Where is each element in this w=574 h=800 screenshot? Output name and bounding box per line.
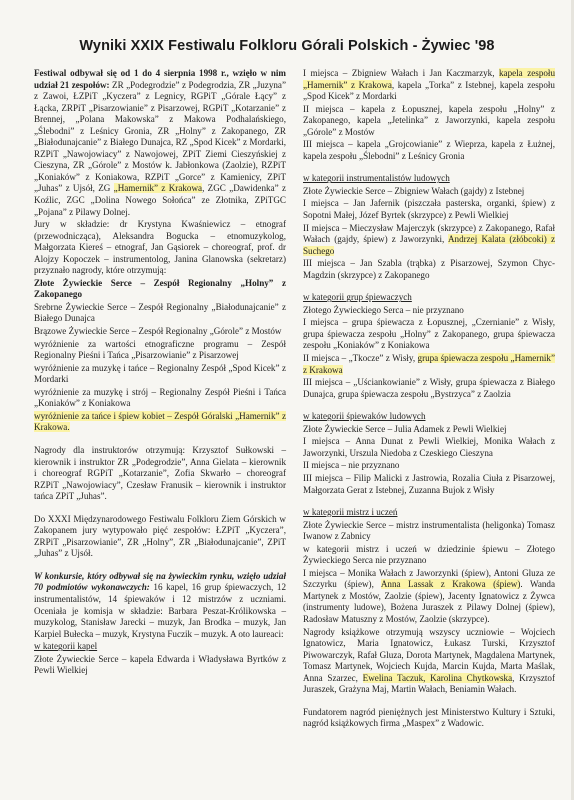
spiew-second-place: II miejsca – nie przyznano xyxy=(303,460,400,471)
mistrz-1-end: . Wanda Martynek z Mostów, Zaolzie (śpiew), Jacenty Ignatowicz z Żywca (instrumenty ludowe), Bożena Juraszek z Pilawy Dolnej (śpiew), Radosław Matuszny z Mostów, Zaolzie (skrzypce). xyxy=(303,579,556,624)
instr-gold: Złote Żywieckie Serce – Zbigniew Wałach (gajdy) z Istebnej xyxy=(303,185,525,196)
award-line: wyróżnienie za wartości etnograficzne programu – Zespół Regionalny Pieśni i Tańca „Pisarzowianie” z Pisarzowej xyxy=(34,338,286,361)
category-kapel: w kategorii kapel xyxy=(34,641,98,652)
instr-first-place: I miejsca – Jan Jafernik (piszczała pasterska, organki, śpiew) z Sopotni Małej, Józef Byrtek (skrzypce) z Pewli Wielkiej xyxy=(303,198,555,221)
mistrz-gold: Złote Żywieckie Serce – mistrz instrumentalista (heligonka) Tomasz Iwanow z Zabnicy xyxy=(303,519,555,542)
award-line: wyróżnienie za muzykę i tańce – Regionalny Zespół „Spod Kicek” z Mordarki xyxy=(34,362,286,385)
sponsors-paragraph: Fundatorem nagród pieniężnych jest Ministerstwo Kultury i Sztuki, nagród książkowych firma „Maspex” z Wadowic. xyxy=(303,706,555,729)
grup-2-highlight: grupa śpiewacza zespołu „Hamernik” z Krakowa xyxy=(303,353,555,375)
instr-second-place xyxy=(303,223,555,258)
instr-2-text: II miejsca – Mieczysław Majerczyk (skrzypce) z Zakopanego, Rafał Wałach (gajdy, śpiew) z Jaworzynki, xyxy=(303,222,555,245)
intro-text: ZR „Podegrodzie” z Podegrodzia, ZR „Juzyna” z Zawoi, ŁZPiT „Kyczera” z Legnicy, RGPiT „Górale Łący” z Łącka, ZRPiT „Pisarzowianie” z Pisarzowej, RGPiT „Kotarzanie” z Brennej, „Polana Makowska” z Makowa Podhalańskiego, „Ślebodni” z Leśnicy Gronia, ZR „Holny” z Zakopanego, ZR „Białodunajcanie” z Białego Dunajca, RZ „Spod Kicek” z Mordarki, RZPiT „Nawojowiacy” z Nawojowej, ZPiT Ziemi Cieszyńskiej z Cieszyna, ZR „Górole” z Mostów k. Jabłonkowa (Zaolzie), RZPiT „Koniaków” z Koniakowa, RZPiT „Gorce” z Kamienicy, ZPiT „Juhas” z Ujsół, ZG xyxy=(34,79,287,194)
category-groups: w kategorii grup śpiewaczych xyxy=(303,292,412,303)
kapel-gold: Złote Żywieckie Serce – kapela Edwarda i Władysława Byrtków z Pewli Wielkiej xyxy=(34,653,286,676)
page-title: Wyniki XXIX Festiwalu Folkloru Górali Polskich - Żywiec '98 xyxy=(79,38,495,54)
instr-2-highlight: Andrzej Kalata (złóbcoki) z Suchego xyxy=(303,234,555,256)
award-highlight: wyróżnienie za tańce i śpiew kobiet – Zespół Góralski „Hamernik” z Krakowa. xyxy=(34,410,286,433)
category-master-student: w kategorii mistrz i uczeń xyxy=(303,507,398,518)
intro-end: , ZGC „Dawidenka” z Koźlic, ZGC „Dolina Nowego Sołońca” ze Złotnika, ZPiTGC „Pojana” z Pilawy Dolnej. xyxy=(34,183,286,217)
award-line-highlight xyxy=(34,411,286,434)
mistrz-first-place xyxy=(303,568,555,626)
spiew-third-place: III miejsca – Filip Malicki z Jastrowia, Rozalia Ciuła z Pisarzowej, Małgorzata Gerat z Istebnej, Zuzanna Bujok z Wisły xyxy=(303,472,555,495)
book-awards xyxy=(303,627,555,696)
grup-gold: Złotego Żywieckiego Serca – nie przyznano xyxy=(303,304,464,315)
kapel-second-place: II miejsca – kapela z Łopusznej, kapela zespołu „Holny” z Zakopanego, kapela „Jetelinka” z Jaworzynki, kapela zespołu „Górole” z Mostów xyxy=(303,103,555,137)
intro-paragraph xyxy=(34,68,286,218)
contest-bold: W konkursie, który odbywał się na żywieckim rynku, wzięło udział 70 podmiotów wykonawczych: xyxy=(34,570,286,593)
kapel-first-place xyxy=(303,68,555,103)
intro-highlight: „Hamernik” z Krakowa xyxy=(113,183,203,194)
mistrz-1-text: I miejsca – Monika Wałach z Jaworzynki (śpiew), Antoni Gluza ze Szczyrku (śpiew), xyxy=(303,567,555,590)
zakopane-paragraph: Do XXXI Międzynarodowego Festiwalu Folkloru Ziem Górskich w Zakopanem jury wytypowało pięć zespołów: ŁZPiT „Kyczera”, ZRPiT „Pisarzowianie”, ZR „Holny”, ZR „Białodunajcanie”, ZPiT „Juhas” z Ujsół. xyxy=(34,513,286,559)
instr-third-place: III miejsca – Jan Szabla (trąbka) z Pisarzowej, Szymon Chyc-Magdzin (skrzypce) z Zakopanego xyxy=(303,258,555,280)
kapel-1-highlight: kapela zespołu „Hamernik” z Krakowa xyxy=(303,68,555,90)
award-line: wyróżnienie za muzykę i strój – Regionalny Zespół Pieśni i Tańca „Koniaków” z Koniakowa xyxy=(34,386,286,409)
grup-2-text: II miejsca – „Tkocze” z Wisły, xyxy=(303,353,418,364)
mistrz-singing: w kategorii mistrz i uczeń w dziedzinie śpiewu – Złotego Żywieckiego Serca nie przyznano xyxy=(303,543,555,566)
grup-third-place: III miejsca – „Uściankowianie” z Wisły, grupa śpiewacza z Białego Dunajca, grupa śpiewacza zespołu „Bystrzyca” z Zaolzia xyxy=(303,377,555,399)
contest-paragraph xyxy=(34,571,286,640)
grup-first-place: I miejsca – grupa śpiewacza z Łopusznej, „Czernianie” z Wisły, grupa śpiewacza zespołu „Holny” z Zakopanego, grupa śpiewacza zespołu „Koniaków” z Koniakowa xyxy=(303,317,555,351)
mistrz-1-highlight: Anna Lassak z Krakowa (śpiew) xyxy=(380,579,521,590)
right-column xyxy=(303,68,555,731)
book-awards-end: , Krzysztof Juraszek, Grażyna Maj, Martin Wałach, Beniamin Wałach. xyxy=(303,672,555,695)
kapel-1-end: , kapela „Torka” z Istebnej, kapela zespołu „Spod Kicek” z Mordarki xyxy=(303,79,555,102)
book-awards-text: Nagrody książkowe otrzymują wszyscy uczniowie – Wojciech Ignatowicz, Maria Ignatowicz, Łukasz Turski, Krzysztof Piwowarczyk, Rafał Gluza, Dorota Martynek, Magdalena Martynek, Tomasz Martynek, Wojciech Kujda, Marcin Kujda, Marta Maślak, Anna Szarzec, xyxy=(303,626,555,683)
kapel-third-place: III miejsca – kapela „Grojcowianie” z Wieprza, kapela z Łużnej, kapela zespołu „Ślebodni” z Leśnicy Gronia xyxy=(303,139,555,161)
category-singers: w kategorii śpiewaków ludowych xyxy=(303,411,426,422)
award-line: Srebrne Żywieckie Serce – Zespół Regionalny „Białodunajcanie” z Białego Dunajca xyxy=(34,301,286,324)
contest-text: 16 kapel, 16 grup śpiewaczych, 12 instrumentalistów, 14 śpiewaków i 12 mistrzów z uczniami. Oceniała je komisja w składzie: Barbara Peszat-Królikowska – muzykolog, Stanisław Jarecki – muzyk, Jan Brodka – muzyk, Jan Karpiel Bułecka – muzyk, Krystyna Fuczik – muzyk. A oto laureaci: xyxy=(34,582,286,639)
grup-second-place xyxy=(303,353,555,376)
spiew-first-place: I miejsca – Anna Dunat z Pewli Wielkiej, Monika Wałach z Jaworzynki, Urszula Niedoba z Czeskiego Cieszyna xyxy=(303,436,555,458)
spiew-gold: Złote Żywieckie Serce – Julia Adamek z Pewli Wielkiej xyxy=(303,423,507,434)
intro-bold: Festiwal odbywał się od 1 do 4 sierpnia 1998 r., wzięło w nim udział 21 zespołów: xyxy=(34,68,286,90)
award-line: Złote Żywieckie Serce – Zespół Regionalny „Holny” z Zakopanego xyxy=(34,277,286,300)
left-column xyxy=(34,68,286,678)
category-instrumentalists: w kategorii instrumentalistów ludowych xyxy=(303,173,450,184)
award-line: Brązowe Żywieckie Serce – Zespół Regionalny „Górole” z Mostów xyxy=(34,326,282,337)
instructors-paragraph: Nagrody dla instruktorów otrzymują: Krzysztof Sułkowski – kierownik i instruktor ZR „Podegrodzie”, Anna Gielata – kierownik i choreograf RGPiT „Kotarzanie”, Zofia Skwarło – choreograf RZPiT „Nawojowiacy”, Czesław Franusik – kierownik i instruktor tańca ZPiT „Juhas”. xyxy=(34,444,286,502)
book-awards-highlight: Ewelina Taczuk, Karolina Chytkowska xyxy=(362,672,513,683)
jury-paragraph: Jury w składzie: dr Krystyna Kwaśniewicz – etnograf (przewodnicząca), Aleksandra Bogucka – etnomuzykolog, Małgorzata Kiereś – etnograf, Jan Gąsiorek – choreograf, prof. dr Alojzy Kopoczek – instrumentolog, Janina Glanowska (sekretarz) przyznało nagrody, które otrzymują: xyxy=(34,219,286,276)
kapel-1-text: I miejsca – Zbigniew Wałach i Jan Kaczmarzyk, xyxy=(303,68,499,78)
